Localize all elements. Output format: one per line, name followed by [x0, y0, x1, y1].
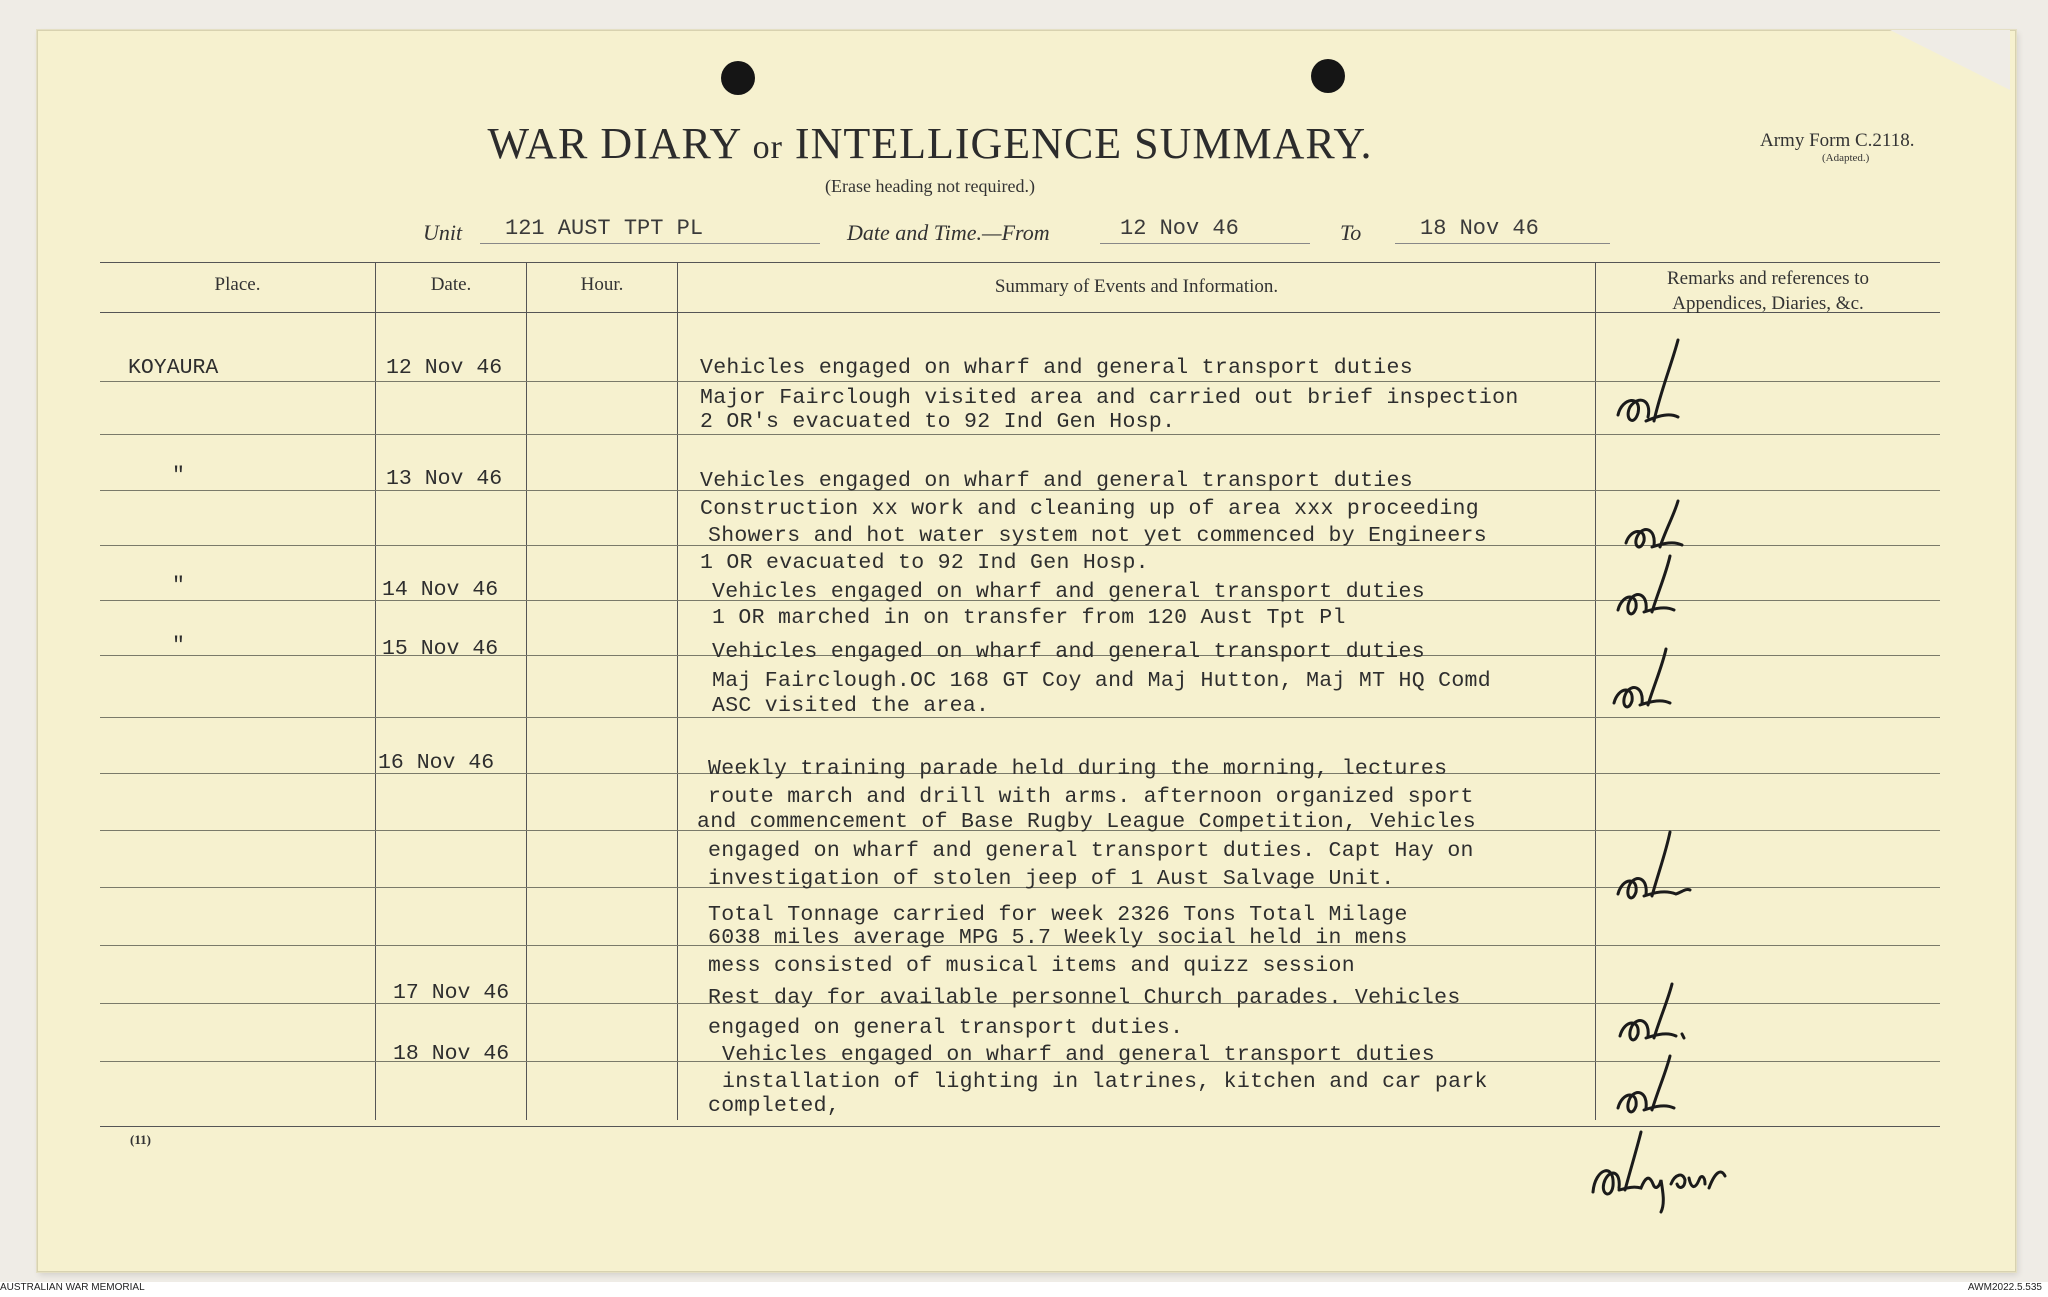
army-form-number: Army Form C.2118.: [1760, 130, 1915, 151]
punch-hole-left: [721, 61, 755, 95]
date-time-label: Date and Time.—From: [847, 220, 1050, 245]
table-top-rule: [100, 262, 1940, 263]
place-cell: ": [172, 574, 185, 598]
army-form-adapted: (Adapted.): [1822, 152, 1870, 164]
summary-line: Vehicles engaged on wharf and general transport duties: [712, 580, 1425, 604]
header-summary: Summary of Events and Information.: [994, 276, 1279, 297]
archive-credit: AUSTRALIAN WAR MEMORIAL: [0, 1282, 145, 1293]
date-cell: 16 Nov 46: [378, 751, 495, 775]
date-cell: 13 Nov 46: [386, 467, 503, 491]
to-label: To: [1340, 220, 1362, 245]
form-subtitle: (Erase heading not required.): [825, 176, 1035, 196]
form-footer-code: (11): [130, 1132, 151, 1147]
summary-line: and commencement of Base Rugby League Competition, Vehicles: [697, 810, 1476, 834]
summary-line: Vehicles engaged on wharf and general transport duties: [712, 640, 1425, 664]
col-divider-hour: [677, 262, 678, 1120]
summary-line: completed,: [708, 1094, 841, 1118]
header-remarks-line-1: Remarks and references to: [1666, 268, 1870, 289]
summary-line: mess consisted of musical items and quizz session: [708, 954, 1355, 978]
handwritten-initials-mark: [1608, 335, 1698, 435]
handwritten-initials-mark: [1612, 1052, 1692, 1122]
date-cell: 17 Nov 46: [393, 981, 510, 1005]
summary-line: ASC visited the area.: [712, 694, 990, 718]
summary-line: Construction xx work and cleaning up of area xxx proceeding: [700, 497, 1479, 521]
header-date: Date.: [430, 274, 472, 295]
archive-reference: AWM2022.5.535: [1967, 1282, 2042, 1293]
summary-line: Maj Fairclough.OC 168 GT Coy and Maj Hutton, Maj MT HQ Comd: [712, 669, 1491, 693]
summary-line: route march and drill with arms. afternoon organized sport: [708, 785, 1474, 809]
handwritten-initials-mark: [1610, 828, 1700, 908]
summary-line: 6038 miles average MPG 5.7 Weekly social held in mens: [708, 926, 1408, 950]
col-divider-date: [526, 262, 527, 1120]
date-cell: 15 Nov 46: [382, 637, 499, 661]
handwritten-signature: [1585, 1128, 1735, 1218]
col-divider-place: [375, 262, 376, 1120]
summary-line: Major Fairclough visited area and carried out brief inspection: [700, 386, 1519, 410]
summary-line: Vehicles engaged on wharf and general transport duties: [722, 1043, 1435, 1067]
summary-line: Vehicles engaged on wharf and general transport duties: [700, 356, 1413, 380]
handwritten-initials-mark: [1614, 980, 1694, 1050]
handwritten-initials-mark: [1612, 552, 1692, 622]
row-line: [100, 717, 1940, 718]
title-or: or: [752, 129, 783, 166]
date-from-value: 12 Nov 46: [1120, 216, 1239, 241]
summary-line: Showers and hot water system not yet commenced by Engineers: [708, 524, 1487, 548]
unit-underline: [480, 243, 820, 244]
title-war-diary: WAR DIARY: [487, 119, 741, 168]
summary-line: engaged on general transport duties.: [708, 1016, 1184, 1040]
header-hour: Hour.: [580, 274, 624, 295]
unit-value: 121 AUST TPT PL: [505, 216, 704, 241]
handwritten-initials-mark: [1606, 645, 1686, 715]
summary-line: engaged on wharf and general transport duties. Capt Hay on: [708, 839, 1474, 863]
date-cell: 18 Nov 46: [393, 1042, 510, 1066]
summary-line: Vehicles engaged on wharf and general transport duties: [700, 469, 1413, 493]
unit-label: Unit: [423, 220, 463, 245]
title-intelligence-summary: INTELLIGENCE SUMMARY.: [794, 119, 1373, 168]
handwritten-initials-mark: [1620, 495, 1700, 555]
summary-line: 1 OR marched in on transfer from 120 Aust Tpt Pl: [712, 606, 1346, 630]
summary-line: 2 OR's evacuated to 92 Ind Gen Hosp.: [700, 410, 1176, 434]
place-cell: ": [172, 634, 185, 658]
summary-line: Rest day for available personnel Church parades. Vehicles: [708, 986, 1461, 1010]
date-cell: 14 Nov 46: [382, 578, 499, 602]
header-place: Place.: [214, 274, 261, 295]
date-to-underline: [1395, 243, 1610, 244]
place-cell: KOYAURA: [128, 356, 219, 380]
header-remarks-line-2: Appendices, Diaries, &c.: [1672, 293, 1864, 314]
date-cell: 12 Nov 46: [386, 356, 503, 380]
summary-line: Total Tonnage carried for week 2326 Tons Total Milage: [708, 903, 1408, 927]
punch-hole-right: [1311, 59, 1345, 93]
place-cell: ": [172, 464, 185, 488]
summary-line: investigation of stolen jeep of 1 Aust Salvage Unit.: [708, 867, 1395, 891]
summary-line: installation of lighting in latrines, kitchen and car park: [722, 1070, 1488, 1094]
date-to-value: 18 Nov 46: [1420, 216, 1539, 241]
form-title: [0, 118, 1860, 169]
summary-line: 1 OR evacuated to 92 Ind Gen Hosp.: [700, 551, 1149, 575]
summary-line: Weekly training parade held during the morning, lectures: [708, 757, 1448, 781]
date-from-underline: [1100, 243, 1310, 244]
col-divider-summary: [1595, 262, 1596, 1120]
table-bottom-rule: [100, 1126, 1940, 1127]
